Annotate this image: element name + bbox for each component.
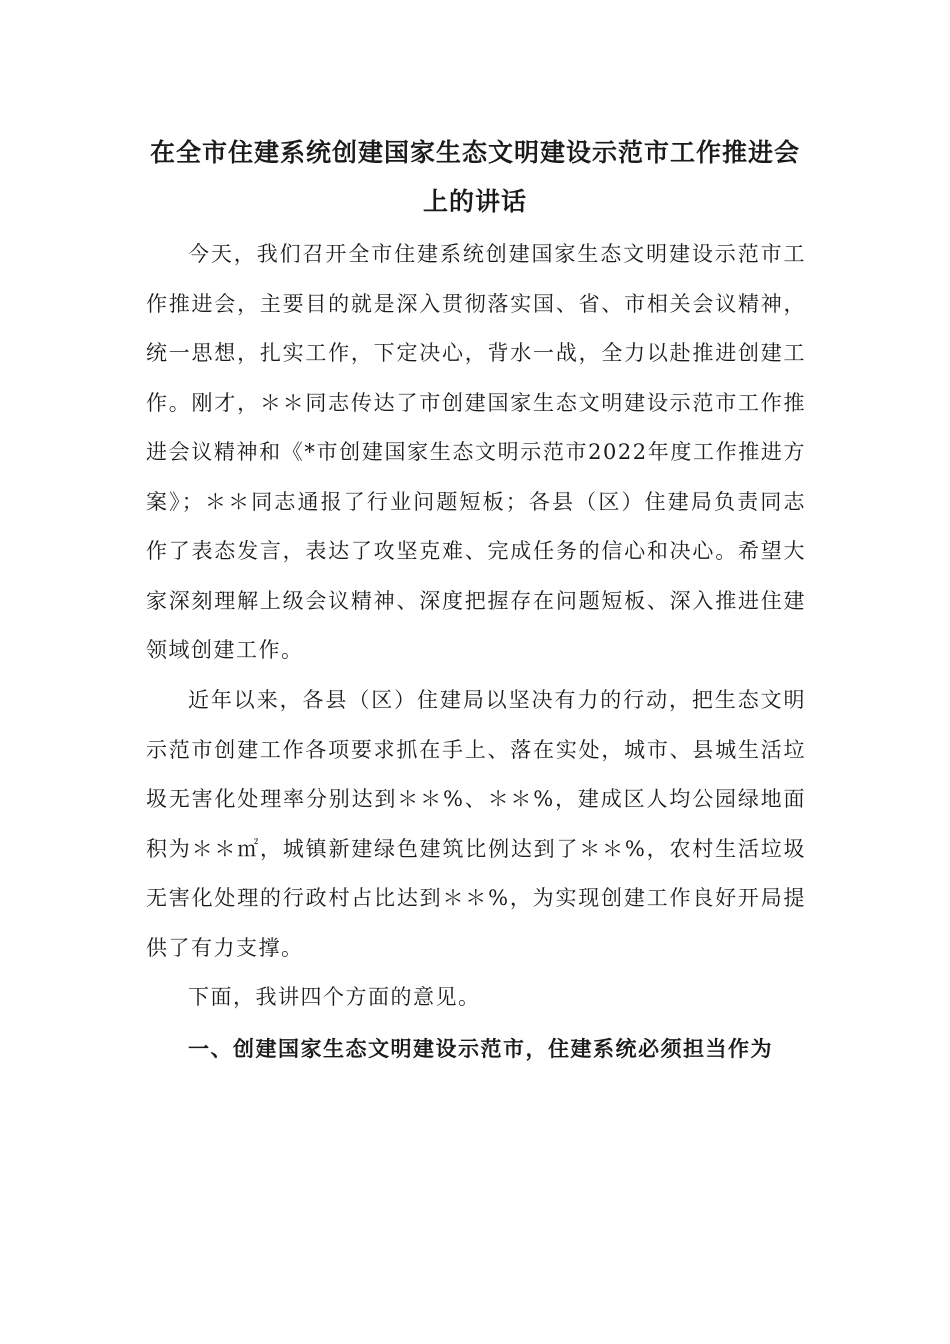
document-title-line-1: 在全市住建系统创建国家生态文明建设示范市工作推进会 <box>149 138 800 167</box>
document-title-line-2: 上的讲话 <box>422 187 527 216</box>
paragraph-transition: 下面，我讲四个方面的意见。 <box>188 985 481 1009</box>
section-heading-1: 一、创建国家生态文明建设示范市，住建系统必须担当作为 <box>188 1036 773 1061</box>
paragraph-opening: 今天，我们召开全市住建系统创建国家生态文明建设示范市工作推进会，主要目的就是深入贯彻落实国、省、市相关会议精神，统一思想，扎实工作，下定决心，背水一战，全力以赴推进创建工作。刚才，＊＊同志传达了市创建国家生态文明建设示范市工作推进会议精神和《*市创建国家生态文明示范市2022年度工作推进方案》；＊＊同志通报了行业问题短板；各县（区）住建局负责同志作了表态发言，表达了攻坚克难、完成任务的信心和决心。希望大家深刻理解上级会议精神、深度把握存在问题短板、深入推进住建领域创建工作。 <box>146 242 806 662</box>
paragraph-achievements: 近年以来，各县（区）住建局以坚决有力的行动，把生态文明示范市创建工作各项要求抓在手上、落在实处，城市、县城生活垃圾无害化处理率分别达到＊＊%、＊＊%，建成区人均公园绿地面积为＊＊㎡，城镇新建绿色建筑比例达到了＊＊%，农村生活垃圾无害化处理的行政村占比达到＊＊%，为实现创建工作良好开局提供了有力支撑。 <box>146 688 806 960</box>
